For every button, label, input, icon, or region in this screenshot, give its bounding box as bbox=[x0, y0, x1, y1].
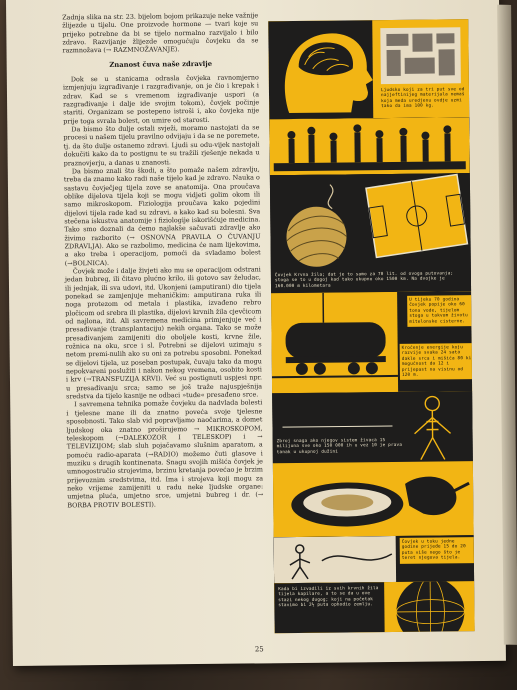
head-panel bbox=[268, 19, 469, 119]
meal-illustration bbox=[273, 461, 474, 537]
caption-figure: Zbroj snaga ako njegov sistem živaca 15 milijuna sve oko 150 000 ih u vez 10 je prava tanak u ukupnoj dužini bbox=[276, 438, 403, 456]
paragraph-2: Da bismo što dulje ostali svježi, moramo nastojati da se procesi u našem tijelu pravilno odvijaju i da se ne poremete, tj. da što dulje ostanemo zdravi. Ljudi su odu-vijek nastojali dokučiti kako da to postignu te su tražili rješenje nekada u praznovjerju, a danas u znanosti. bbox=[63, 123, 260, 167]
caption-energy: Kroćenje energije koju razvije svaka 24 sata dakle srca i mišića 80 ki mogućnost da 12 i prijepast na visinu od 120 m. bbox=[400, 343, 472, 380]
illustration-column bbox=[268, 19, 474, 633]
paragraph-1: Dok se u stanicama odrasla čovjeka ravnomjerno izmjenjuju izgrađivanje i razgrađivanje, on je čio i krepak i zdrav. Kad se s vremenom izgrađivanje uspori (a razgrađivanje i dalje ide svojim tokom), čovjek počinje stariti. Organizam se postepeno istroši i, ako čovjeka nije prije toga svrala bolest, on umire od starosti. bbox=[62, 73, 260, 126]
caption-tanker: U tijeku 70 godina čovjek popije oko 60 tona vode, tijelom stoga u takvom životu mitelonske cisterne. bbox=[407, 295, 471, 327]
crowd-panel bbox=[269, 117, 470, 175]
paragraph-5: I savremena tehnika pomaže čovjeku da nadvlada bolesti i tjelesne mane ili da znatno poveća svoje tjelesne sposobnosti. Tako slab vid popravljamo naočarima, a domet ljudskog oka znatno proširujemo → MIKROSKOPOM, teleskopom (→DALEKOZOR I TELESKOP) i → TELEVIZIJOM; slab sluh pojačavamo slušnim aparatom, a pomoću radio-aparata (→RADIO) možemo čuti glasove i muziku s drugih kontinenata. Snagu svojih mišića čovjek je umnogostručio strojevima, brzinu kretanja povećao je brzim prijevoznim sredstvima, itd. Ima i strojeva koji mogu za neko vrijeme zamijeniti u radu neke ljudske organe: umjetna pluća, umjetno srce, umjetni bubreg i dr. (→ BORBA PROTIV BOLESTI). bbox=[66, 398, 264, 509]
page-number: 25 bbox=[254, 645, 264, 654]
book-page bbox=[6, 0, 506, 666]
distance-panel bbox=[270, 173, 471, 293]
nerve-panel bbox=[272, 391, 473, 463]
paragraph-3: Da bismo znali što škodi, a što pomaže našem zdravlju, treba da znamo kako radi naše tijelo kad je zdravo. Nauka o sastavu čovječjeg tijela zove se anatomija. Ona proučava oblike dijelova tijela koji se mogu vidjeti golim okom ili samo mikroskopom. Fiziologija proučava kako pojedini dijelovi tijela rade kad su zdravi, a kako kad su bolesni. Sva stečena iskustva anatomije i fiziologije iskorišćuje medicina. Tako smo doznali da ćemo najlakše sačuvati zdravlje ako živimo razborito (→ OSNOVNA PRAVILA O ČUVANJU ZDRAVLJA). Ako se razbolimo, medicina će nam lijekovima, a ako treba i operacijom, pomoći da svladamo bolest (→BOLNICA). bbox=[63, 165, 261, 268]
section-heading: Znanost čuva naše zdravlje bbox=[109, 59, 213, 69]
crowd-illustration bbox=[269, 117, 470, 175]
paragraph-4: Čovjek može i dalje živjeti ako mu se operacijom odstrani jedan bubreg, ili čitavo plućno krilo, ili gotovo sav želudac, ili jednjak, ili sva udovi, itd. Ukonjeni (amputirani) dio tijela ponekad se zamjenjuje mehaničkim: amputirana ruka ili noga protezom od metala i plastika, izvađeno rebro pločicom od srebra ili plastika, dijelovi krvnih žila cjevčicom od najlona, itd. Ali savremena medicina primjenjuje već i presađivanje (transplantaciju) nekih organa. Tako se može presađivanjem zamijeniti dio oboljele kosti, krvne žile, rožnica na oku, srce i sl. Potrebni se dijelovi uzimaju s netom premi-nulih ako su oni za potrebu sposobni. Ponekad se dijelovi tijela, uz poseban postupak, čuvaju tako da mogu nepokvareni poslužiti i nakon nekog vremena, osobito kosti i krv (→TRANSFUZIJA KRVI). Već su postignuti uspjesi npr. u presađivanju srca; samo se još traže najuspješnija sredstva da tijelo kasnije ne odbaci »tuđe« presađeno srce. bbox=[64, 265, 263, 401]
caption-brain: Ljudsko koji za tri put sve od najjeftinijeg materijala nemaš koja meda uredjenu ovdje uzmi tako da ima 100 kg. bbox=[380, 87, 465, 110]
text-column bbox=[62, 11, 263, 509]
globe-panel bbox=[274, 581, 475, 633]
yarn-and-field-illustration bbox=[270, 173, 471, 271]
caption-walker: Čovjek u toku jedne godine prijeđe 15 do 20 puta više nego što je teret njegova tijela. bbox=[400, 537, 474, 563]
tanker-panel bbox=[271, 291, 472, 393]
walker-panel bbox=[274, 535, 474, 583]
caption-globe: Kada bi izvadili iz svih krvnih žila tijela kapilare, a to se da u ove stazi nekog dugog; koji na početak stavimo bi 2½ puta ophodio zemlju. bbox=[278, 586, 379, 609]
caption-ball: Čovjek Krvna žila; dat je to samo za 70 lit. od ovoga putovanja; stoga se to u dogoj kad tako ukupno oko 1500 km. Na dvojke je 160.000 m kilometara bbox=[274, 271, 454, 290]
meal-panel bbox=[273, 461, 474, 537]
intro-paragraph: Zadnja slika na str. 23. bijelom bojom prikazuje neke važnije žlijezde u tijelu. One proizvode hormone — tvari koje su prijeko potrebne da bi se tijelo normalno razvijalo i bilo zdravo. Razvijanje žlijezde omogućuju čovjeku da se razmnožava (→ RAZMNOŽAVANJE). bbox=[62, 11, 259, 55]
